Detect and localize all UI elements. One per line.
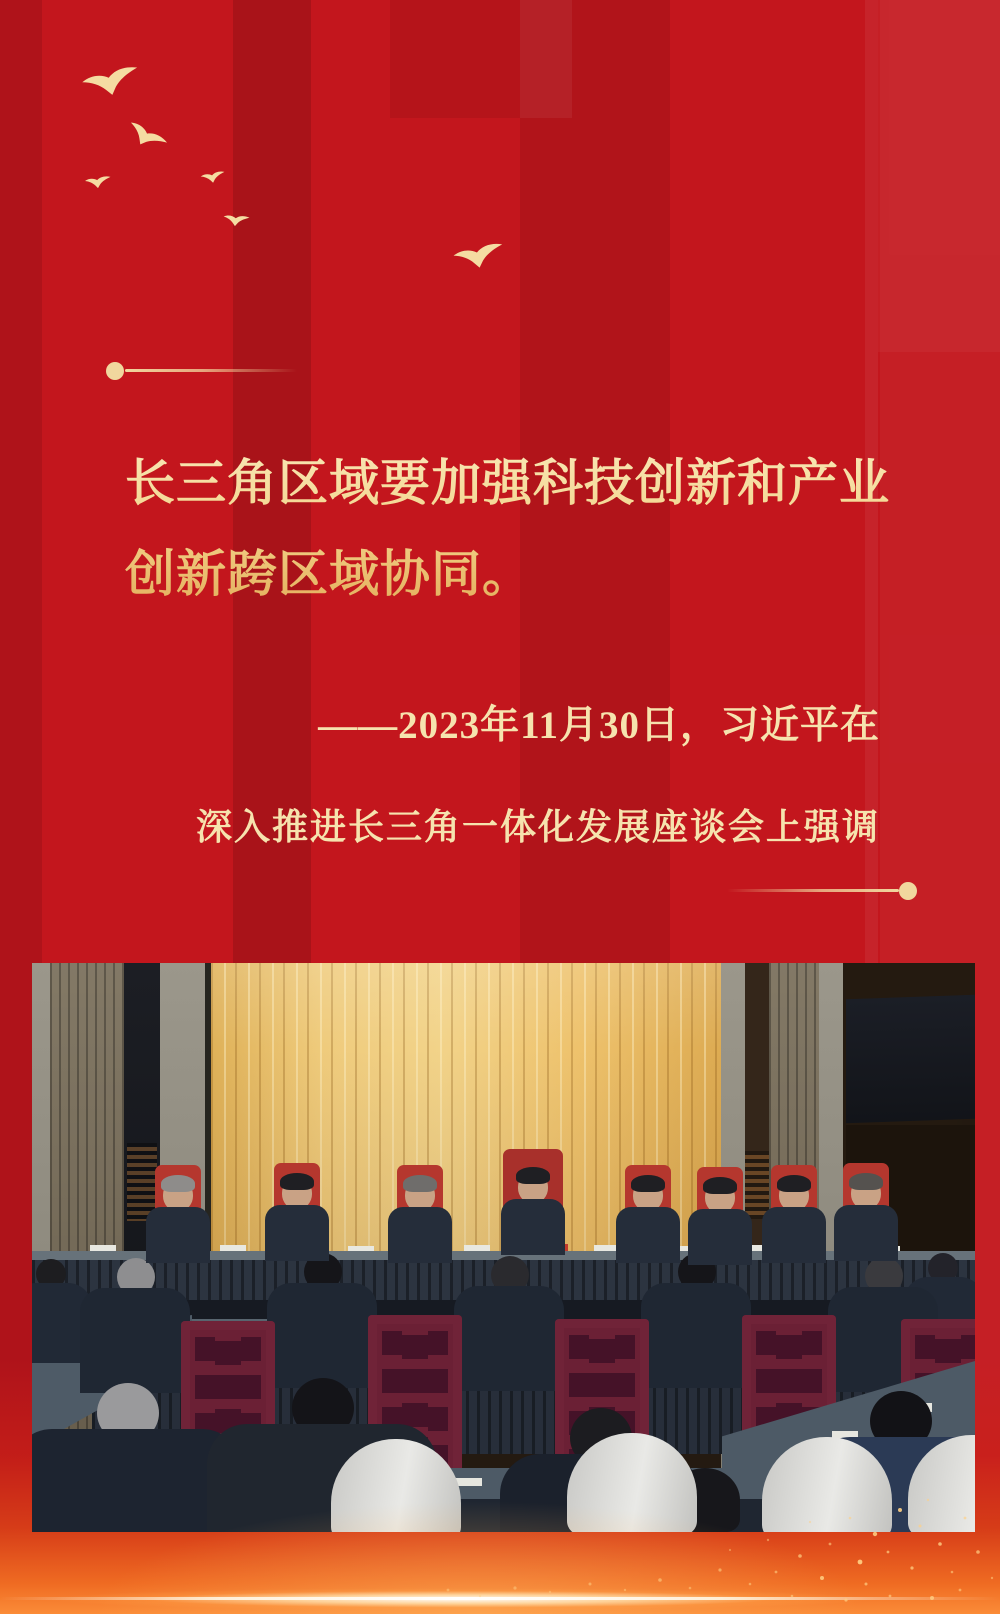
official-figure bbox=[759, 1163, 829, 1263]
official-hair bbox=[849, 1173, 883, 1190]
official-body bbox=[834, 1205, 898, 1261]
attribution-line-1: ——2023年11月30日，习近平在 bbox=[318, 704, 880, 747]
attendee-body bbox=[641, 1283, 751, 1388]
bird-icon bbox=[219, 208, 251, 233]
official-figure bbox=[385, 1163, 455, 1263]
photo-screen bbox=[846, 995, 975, 1124]
attribution-line-2: 深入推进长三角一体化发展座谈会上强调 bbox=[195, 807, 880, 847]
background-block bbox=[878, 0, 1000, 352]
official-hair bbox=[777, 1175, 811, 1192]
bird-icon bbox=[445, 233, 509, 282]
official-figure bbox=[685, 1165, 755, 1265]
meeting-photo bbox=[32, 963, 975, 1532]
bird-icon bbox=[72, 56, 146, 113]
official-hair bbox=[161, 1175, 195, 1192]
divider-line-left bbox=[125, 369, 297, 372]
background-block bbox=[390, 0, 520, 118]
official-figure bbox=[613, 1163, 683, 1263]
official-figure bbox=[143, 1163, 213, 1263]
attendee-body bbox=[267, 1283, 377, 1388]
official-figure-center bbox=[498, 1155, 568, 1255]
official-hair bbox=[516, 1167, 550, 1184]
official-hair bbox=[703, 1177, 737, 1194]
attendee-body bbox=[80, 1288, 190, 1393]
official-body bbox=[265, 1205, 329, 1261]
bird-icon bbox=[197, 166, 228, 190]
official-body bbox=[688, 1209, 752, 1265]
quote-line-2: 创新跨区域协同。 bbox=[125, 546, 533, 602]
background-block bbox=[520, 0, 572, 118]
divider-dot-left bbox=[106, 362, 124, 380]
official-hair bbox=[631, 1175, 665, 1192]
divider-line-right bbox=[727, 889, 899, 892]
attendee-body bbox=[454, 1286, 564, 1391]
bird-icon bbox=[81, 170, 113, 195]
official-hair bbox=[280, 1173, 314, 1190]
quote-line-1: 长三角区域要加强科技创新和产业 bbox=[125, 455, 890, 511]
official-figure bbox=[831, 1161, 901, 1261]
quote-text bbox=[125, 438, 905, 620]
official-hair bbox=[403, 1175, 437, 1192]
official-body bbox=[501, 1199, 565, 1255]
official-figure bbox=[262, 1161, 332, 1261]
attendee-figure bbox=[454, 1256, 564, 1391]
official-body bbox=[388, 1207, 452, 1263]
attendee-figure bbox=[641, 1253, 751, 1388]
bird-icon bbox=[115, 110, 174, 164]
sparkle-particles bbox=[420, 1492, 1000, 1612]
divider-dot-right bbox=[899, 882, 917, 900]
official-body bbox=[762, 1207, 826, 1263]
attribution bbox=[120, 694, 880, 850]
official-body bbox=[616, 1207, 680, 1263]
attendee-figure bbox=[80, 1258, 190, 1393]
official-body bbox=[146, 1207, 210, 1263]
attendee-figure bbox=[267, 1253, 377, 1388]
